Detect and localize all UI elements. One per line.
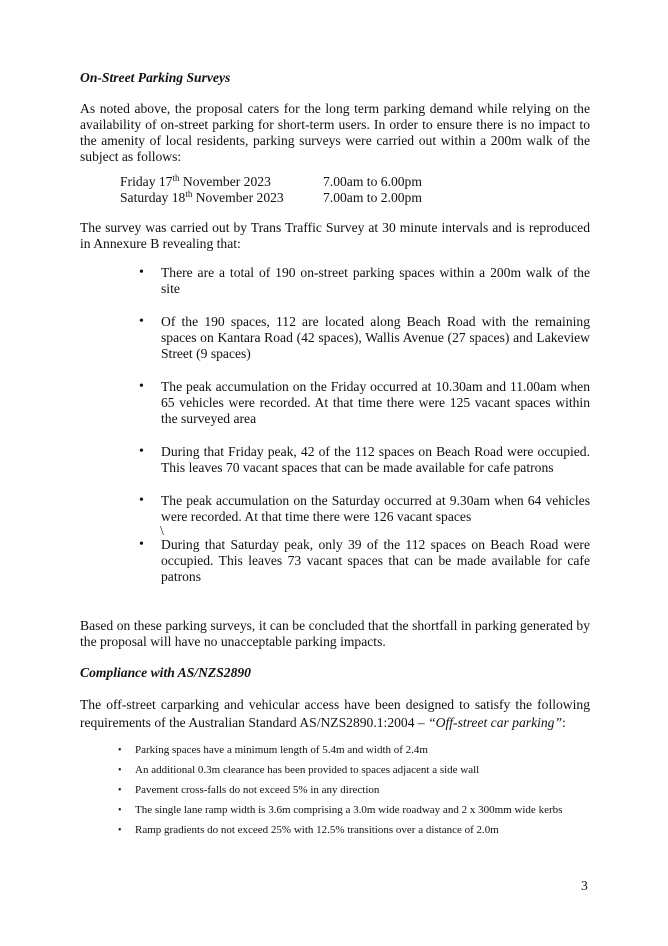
bullet-icon: • — [139, 265, 144, 280]
bullet-icon: • — [139, 314, 144, 329]
list-item: • There are a total of 190 on-street parking spaces within a 200m walk of the site — [139, 265, 590, 296]
survey-findings-list — [80, 265, 590, 525]
list-item: • Pavement cross-falls do not exceed 5% in any direction — [118, 784, 380, 796]
list-item: • The peak accumulation on the Saturday occurred at 9.30am when 64 vehicles were recorded. At that time there were 126 vacant spaces — [139, 493, 590, 524]
compliance-intro-paragraph: The off-street carparking and vehicular access have been designed to satisfy the following requirements of the Australian Standard AS/NZS2890.1:2004 – “Off-street car parking”: — [80, 697, 590, 730]
survey-note-paragraph: The survey was carried out by Trans Traffic Survey at 30 minute intervals and is reproduced in Annexure B revealing that: — [80, 220, 590, 251]
bullet-icon: • — [139, 379, 144, 394]
section-heading-parking-surveys: On-Street Parking Surveys — [80, 70, 231, 85]
survey-row — [120, 190, 422, 206]
survey-time: 7.00am to 2.00pm — [323, 190, 422, 205]
section-heading-compliance: Compliance with AS/NZS2890 — [80, 665, 251, 680]
list-item: • During that Friday peak, 42 of the 112 spaces on Beach Road were occupied. This leaves 70 vacant spaces that can be made available for cafe patrons — [139, 444, 590, 475]
bullet-icon: • — [139, 493, 144, 508]
bullet-icon: • — [118, 745, 122, 756]
bullet-icon: • — [118, 825, 122, 836]
list-item: • During that Saturday peak, only 39 of the 112 spaces on Beach Road were occupied. This leaves 73 vacant spaces that can be made available for cafe patrons — [139, 537, 590, 584]
bullet-icon: • — [118, 785, 122, 796]
parking-intro-paragraph: As noted above, the proposal caters for the long term parking demand while relying on the availability of on-street parking for short-term users. In order to ensure there is no impact to the amenity of local residents, parking surveys were carried out within a 200m walk of the subject as follows: — [80, 101, 590, 164]
list-item: • Ramp gradients do not exceed 25% with 12.5% transitions over a distance of 2.0m — [118, 824, 499, 836]
survey-row — [120, 174, 422, 190]
list-item: • Of the 190 spaces, 112 are located along Beach Road with the remaining spaces on Kantara Road (42 spaces), Wallis Avenue (27 spaces) and Lakeview Street (9 spaces) — [139, 314, 590, 361]
survey-findings-list-continued — [80, 537, 590, 585]
survey-time: 7.00am to 6.00pm — [323, 174, 422, 189]
survey-date: Saturday 18th November 2023 — [120, 189, 284, 205]
list-item: • The single lane ramp width is 3.6m comprising a 3.0m wide roadway and 2 x 300mm wide kerbs — [118, 804, 563, 816]
bullet-icon: • — [139, 537, 144, 552]
compliance-requirements-list — [80, 744, 590, 837]
conclusion-paragraph: Based on these parking surveys, it can be concluded that the shortfall in parking generated by the proposal will have no unacceptable parking impacts. — [80, 618, 590, 649]
page-number: 3 — [581, 878, 588, 893]
document-page — [80, 70, 590, 837]
bullet-icon: • — [118, 765, 122, 776]
bullet-icon: • — [139, 444, 144, 459]
list-item: • The peak accumulation on the Friday occurred at 10.30am and 11.00am when 65 vehicles were recorded. At that time there were 125 vacant spaces within the surveyed area — [139, 379, 590, 426]
survey-dates — [80, 165, 590, 215]
stray-character: \ — [160, 523, 164, 538]
survey-date: Friday 17th November 2023 — [120, 173, 271, 189]
list-item: • An additional 0.3m clearance has been provided to spaces adjacent a side wall — [118, 764, 480, 776]
standard-title: “Off-street car parking” — [428, 715, 563, 730]
list-item: • Parking spaces have a minimum length of 5.4m and width of 2.4m — [118, 744, 428, 756]
bullet-icon: • — [118, 805, 122, 816]
